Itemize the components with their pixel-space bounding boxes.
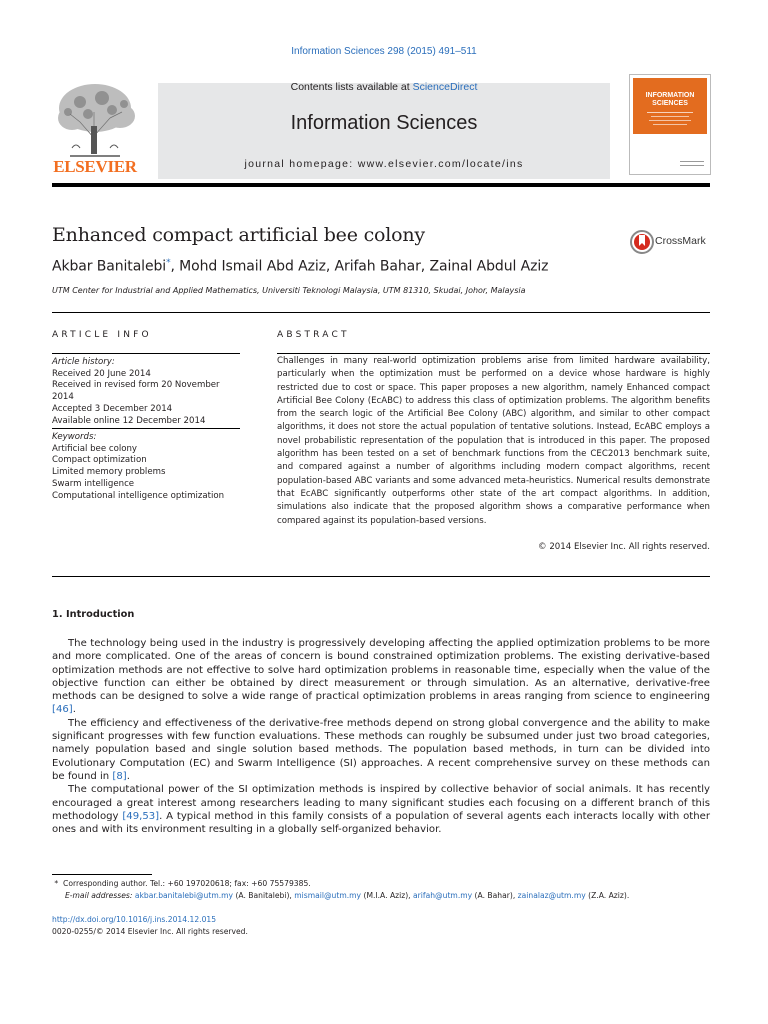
history-label: Article history: bbox=[52, 357, 115, 367]
paragraph: The efficiency and effectiveness of the derivative-free methods depend on strong global convergence and the ability to make significant progresses with few function evaluations. These methods can roughly be subsumed under just two broad categories, namely population based and single solution based methods. The population based methods, in turn can be divided into Evolutionary Computation (EC) and Swarm Intelligence (SI) approaches. A recent comprehensive survey on these methods can be found in [8]. bbox=[52, 717, 710, 782]
sciencedirect-link[interactable]: ScienceDirect bbox=[412, 81, 478, 93]
journal-name: Information Sciences bbox=[290, 112, 478, 134]
citation-link[interactable]: [49,53] bbox=[122, 810, 160, 822]
corresponding-author-mark[interactable]: * bbox=[166, 258, 171, 268]
paragraph: The computational power of the SI optimization methods is inspired by collective behavior of social animals. It has recently encouraged a great interest among researchers leading to many significant studies each focusing on a different branch of this methodology [49,53]. A typical method in this family consists of a population of several agents each interacts locally with other ones and with its environment resulting in a globally self-organized behavior. bbox=[52, 784, 710, 836]
article-info-heading: ARTICLE INFO bbox=[52, 330, 152, 340]
first-author: Akbar Banitalebi bbox=[52, 258, 167, 275]
corresponding-author-footnote: * Corresponding author. Tel.: +60 197020618; fax: +60 75579385. bbox=[54, 879, 311, 888]
journal-reference-link[interactable]: Information Sciences 298 (2015) 491–511 bbox=[291, 46, 477, 57]
abstract-rule bbox=[277, 353, 710, 354]
keyword-item: Computational intelligence optimization bbox=[52, 490, 225, 501]
email-link[interactable]: zainalaz@utm.my bbox=[517, 891, 586, 900]
paragraph: The technology being used in the industry is progressively developing affecting the applied optimization problems to be more and more complicated. One of the areas of concern is bound constrained optimization problems. The existing derivative-based optimization methods are not effective to solve hard optimization problems in reasonable time, especially when the value of the objective function can either be obtained by direct measurement or through simulation. As an alternative, derivative-free methods can be designed to solve a wide range of practical optimization problems in areas ranging from science to engineering [46]. bbox=[52, 638, 710, 716]
journal-homepage[interactable]: journal homepage: www.elsevier.com/locate/ins bbox=[244, 158, 524, 170]
contents-available-line: Contents lists available at ScienceDirect bbox=[290, 81, 478, 93]
footnote-rule bbox=[52, 874, 152, 875]
header-rule bbox=[52, 183, 710, 187]
citation-link[interactable]: [8] bbox=[112, 770, 127, 782]
elsevier-wordmark: ELSEVIER bbox=[53, 157, 137, 176]
history-item: Accepted 3 December 2014 bbox=[52, 403, 173, 414]
other-authors: , Mohd Ismail Abd Aziz, Arifah Bahar, Zainal Abdul Aziz bbox=[170, 258, 549, 275]
title-rule bbox=[52, 312, 710, 313]
keywords-rule bbox=[52, 428, 240, 429]
keyword-item: Compact optimization bbox=[52, 455, 147, 466]
citation-link[interactable]: [46] bbox=[52, 704, 73, 716]
article-info-rule bbox=[52, 353, 240, 354]
email-link[interactable]: arifah@utm.my bbox=[413, 891, 473, 900]
email-footnote: E-mail addresses: akbar.banitalebi@utm.my (A. Banitalebi), mismail@utm.my (M.I.A. Aziz), arifah@utm.my (A. Bahar), zainalaz@utm.my (Z.A. Aziz). bbox=[65, 891, 630, 900]
article-history bbox=[52, 357, 242, 427]
history-item: Received in revised form 20 November 2014 bbox=[52, 380, 220, 403]
email-link[interactable]: mismail@utm.my bbox=[294, 891, 362, 900]
email-link[interactable]: akbar.banitalebi@utm.my bbox=[134, 891, 234, 900]
abstract-bottom-rule bbox=[52, 576, 710, 577]
issn-line: 0020-0255/© 2014 Elsevier Inc. All rights reserved. bbox=[52, 927, 248, 936]
history-item: Available online 12 December 2014 bbox=[52, 415, 206, 426]
abstract-heading: ABSTRACT bbox=[277, 330, 350, 340]
abstract-copyright: © 2014 Elsevier Inc. All rights reserved. bbox=[538, 542, 710, 552]
doi-block bbox=[52, 914, 248, 938]
abstract-text: Challenges in many real-world optimization problems arise from limited hardware availability, particularly when the optimization must be performed on a device whose hardware is highly restricted due to cost or space. This paper proposes a new algorithm, namely Enhanced compact Artificial Bee Colony (EcABC) to address this class of optimization problems. The algorithm benefits from the search logic of the Artificial Bee Colony (ABC) algorithm, and similar to other compact algorithms, it does not store the actual population of tentative solutions. Instead, EcABC employs a novel probabilistic representation of the population that is introduced in this paper. The proposed algorithm has been tested on a set of benchmark functions from the CEC2013 benchmark suite, and compared against a number of algorithms including modern compact algorithms, recent population-based ABC variants and some advanced meta-heuristics. Numerical results demonstrate that EcABC significantly outperforms other state of the art compact algorithms. In addition, simulations also indicate that the proposed algorithm shows a comparative performance when compared against its population-based versions. bbox=[277, 356, 710, 526]
cover-title-line-2: SCIENCES bbox=[652, 100, 688, 107]
keywords-list bbox=[52, 432, 242, 502]
footnotes bbox=[52, 878, 710, 902]
doi-link[interactable]: http://dx.doi.org/10.1016/j.ins.2014.12.015 bbox=[52, 915, 217, 924]
cover-title-line-1: INFORMATION bbox=[645, 92, 695, 99]
keywords-label: Keywords: bbox=[52, 432, 97, 442]
keyword-item: Limited memory problems bbox=[52, 467, 166, 478]
crossmark-icon[interactable] bbox=[630, 228, 654, 256]
history-item: Received 20 June 2014 bbox=[52, 368, 151, 379]
article-title: Enhanced compact artificial bee colony bbox=[52, 224, 425, 246]
section-heading-introduction: 1. Introduction bbox=[52, 609, 135, 620]
crossmark-label[interactable]: CrossMark bbox=[655, 235, 706, 247]
keyword-item: Swarm intelligence bbox=[52, 478, 135, 489]
introduction-body bbox=[52, 637, 710, 836]
author-affiliation: UTM Center for Industrial and Applied Mathematics, Universiti Teknologi Malaysia, UTM 81310, Skudai, Johor, Malaysia bbox=[52, 286, 526, 295]
author-list bbox=[52, 258, 548, 275]
journal-cover-thumbnail bbox=[629, 74, 711, 175]
keyword-item: Artificial bee colony bbox=[52, 443, 138, 454]
